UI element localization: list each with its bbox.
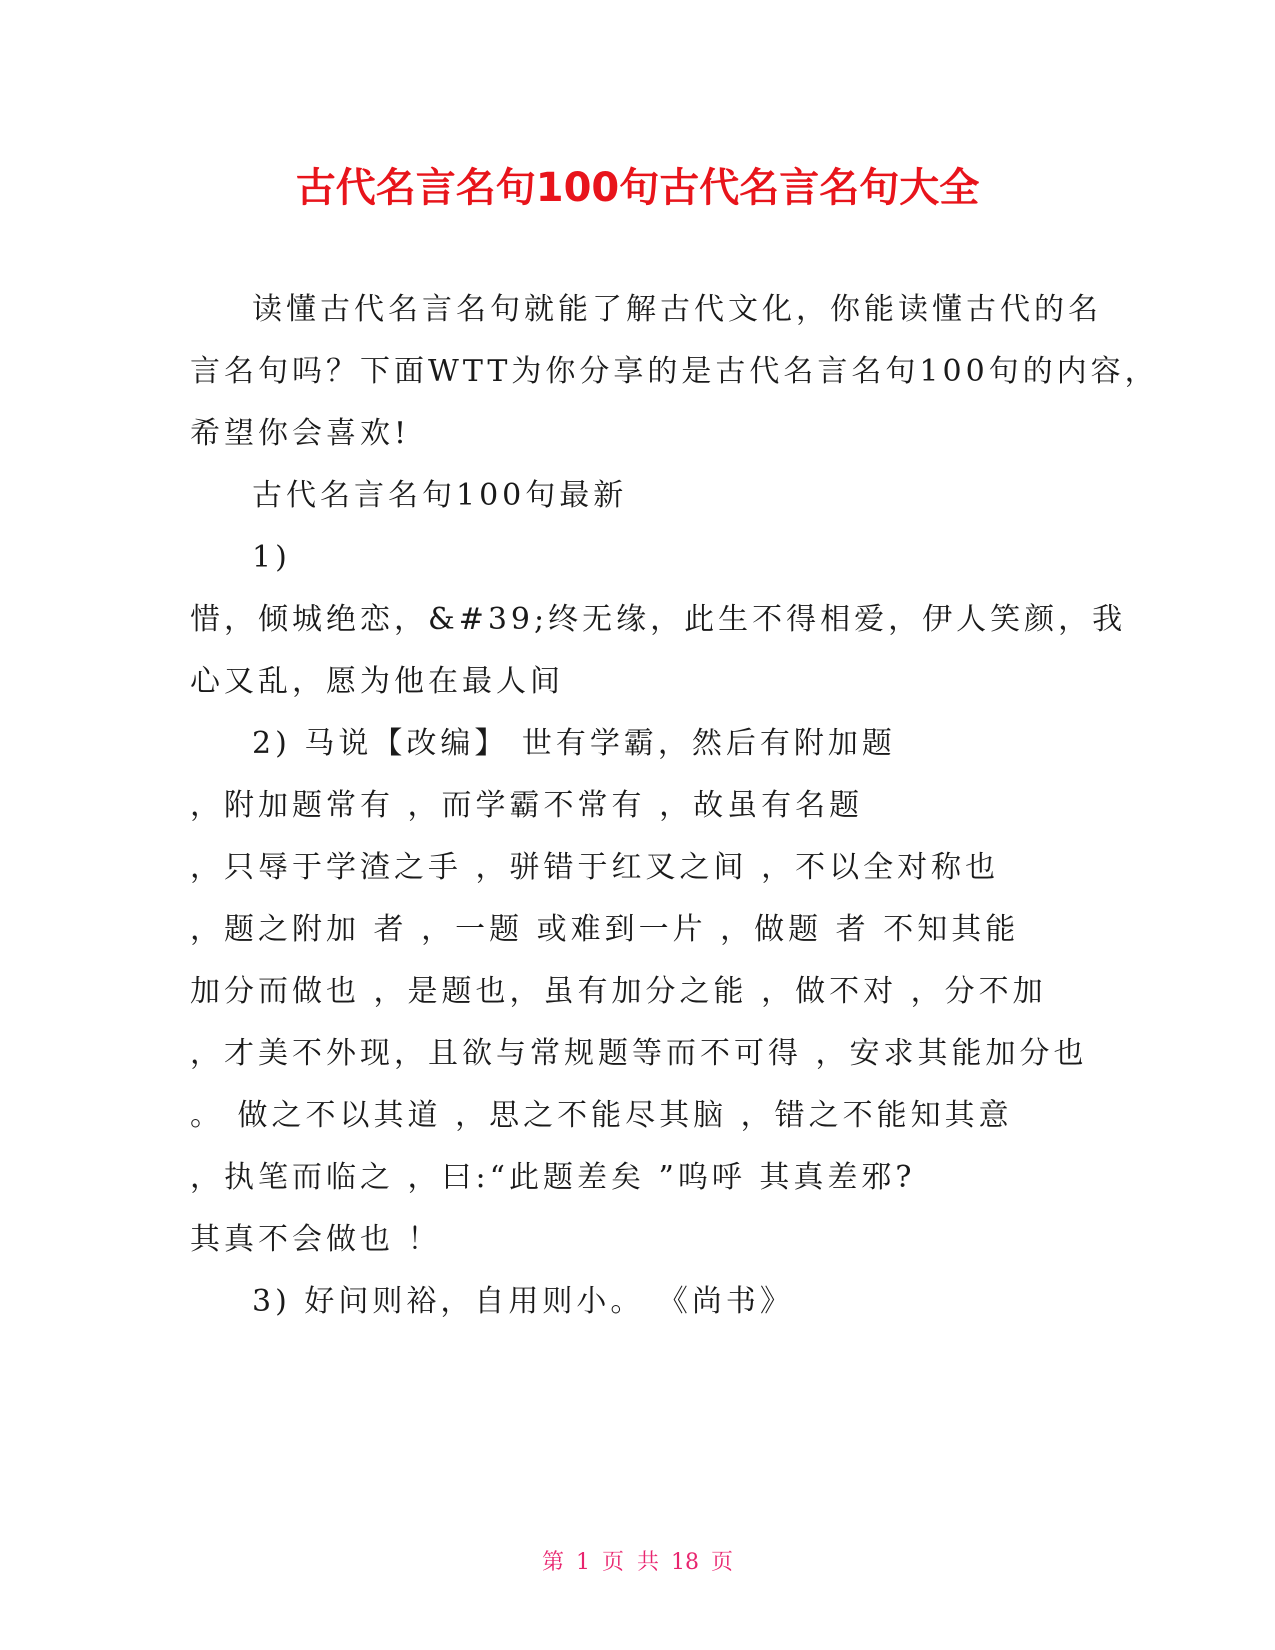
paragraph-line-13: ，才美不外现，且欲与常规题等而不可得 ，安求其能加分也 xyxy=(190,1036,1088,1071)
paragraph-line-6: 惜，倾城绝恋，&#39;终无缘，此生不得相爱，伊人笑颜，我 xyxy=(190,602,1127,637)
item-number-1: 1) xyxy=(252,540,291,575)
paragraph-line-15: ，执笔而临之 ，曰:“此题差矣 ”呜呼 其真差邪? xyxy=(190,1160,916,1195)
section-heading: 古代名言名句100句最新 xyxy=(252,478,628,513)
paragraph-line-14: 。 做之不以其道 ，思之不能尽其脑 ，错之不能知其意 xyxy=(190,1098,1013,1133)
paragraph-line-10: ，只辱于学渣之手 ，骈错于红叉之间 ，不以全对称也 xyxy=(190,850,1000,885)
footer-prefix: 第 xyxy=(541,1550,564,1575)
page-footer xyxy=(0,1548,1275,1578)
footer-suffix: 页 xyxy=(711,1550,734,1575)
paragraph-line-17: 3) 好问则裕，自用则小。 《尚书》 xyxy=(252,1284,794,1319)
paragraph-line-3: 希望你会喜欢! xyxy=(190,416,411,451)
footer-middle: 页 共 xyxy=(602,1550,659,1575)
paragraph-line-16: 其真不会做也 ！ xyxy=(190,1222,442,1257)
paragraph-line-1: 读懂古代名言名句就能了解古代文化，你能读懂古代的名 xyxy=(252,292,1102,327)
paragraph-line-9: ，附加题常有 ，而学霸不常有 ，故虽有名题 xyxy=(190,788,864,823)
footer-page-number: 1 xyxy=(576,1550,590,1575)
document-title: 古代名言名句100句古代名言名句大全 xyxy=(295,165,980,211)
paragraph-line-2: 言名句吗？下面WTT为你分享的是古代名言名句100句的内容， xyxy=(190,354,1159,389)
paragraph-line-11: ，题之附加 者 ，一题 或难到一片 ，做题 者 不知其能 xyxy=(190,912,1020,947)
footer-total-pages: 18 xyxy=(671,1550,699,1575)
paragraph-line-12: 加分而做也 ，是题也，虽有加分之能 ，做不对 ，分不加 xyxy=(190,974,1047,1009)
paragraph-line-7: 心又乱，愿为他在最人间 xyxy=(190,664,564,699)
paragraph-line-8: 2) 马说【改编】 世有学霸，然后有附加题 xyxy=(252,726,896,761)
